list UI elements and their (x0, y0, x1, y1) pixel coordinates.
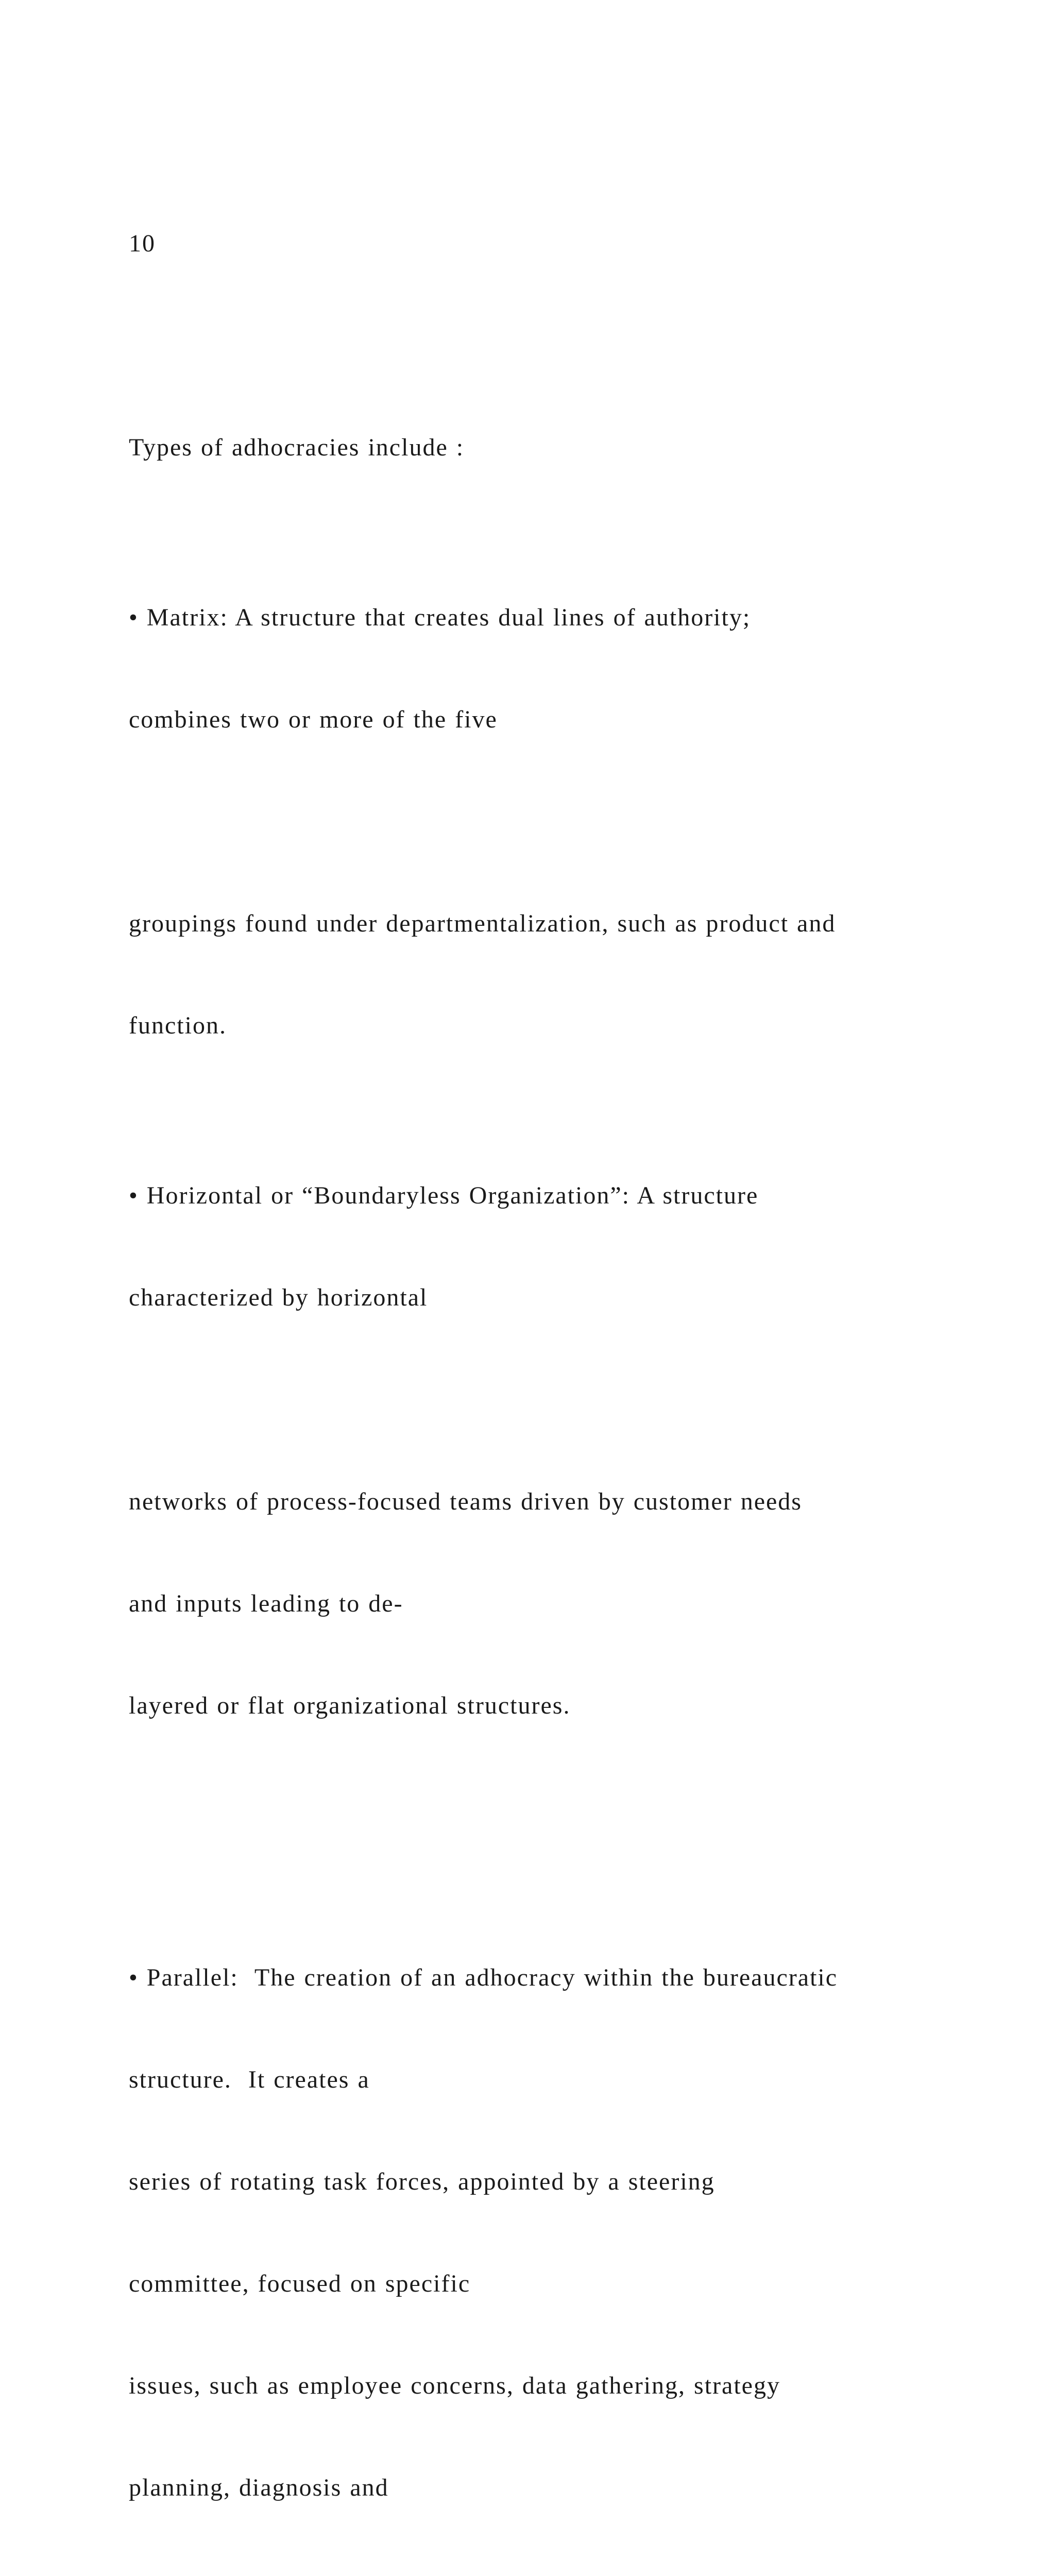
matrix-line-4: groupings found under departmentalization, such as product and (129, 910, 836, 937)
parallel-line-4: committee, focused on specific (129, 2270, 471, 2297)
parallel-line-2: structure. It creates a (129, 2066, 370, 2093)
parallel-line-3: series of rotating task forces, appointed by a steering (129, 2168, 715, 2195)
blank-line (129, 805, 1005, 839)
horizontal-line-6: layered or flat organizational structures. (129, 1692, 571, 1719)
blank-line (129, 1791, 1005, 1825)
matrix-line-1: • Matrix: A structure that creates dual lines of authority; (129, 604, 751, 631)
parallel-line-7 (129, 2573, 1005, 2576)
parallel-line-6: planning, diagnosis and (129, 2474, 389, 2501)
matrix-line-2: combines two or more of the five (129, 706, 498, 733)
horizontal-line-5: and inputs leading to de- (129, 1590, 403, 1617)
intro-line: Types of adhocracies include : (129, 434, 465, 461)
matrix-line-5: function. (129, 1012, 227, 1039)
blank-line (129, 1383, 1005, 1417)
parallel-line-1: • Parallel: The creation of an adhocracy within the bureaucratic (129, 1964, 838, 1991)
horizontal-line-2: characterized by horizontal (129, 1284, 428, 1311)
document-body (129, 159, 1005, 2576)
blank-line (129, 329, 1005, 363)
horizontal-line-1: • Horizontal or “Boundaryless Organization”: A structure (129, 1182, 759, 1209)
page-number: 10 (129, 230, 156, 257)
horizontal-line-4: networks of process-focused teams driven by customer needs (129, 1488, 802, 1515)
parallel-line-5: issues, such as employee concerns, data gathering, strategy (129, 2372, 780, 2399)
